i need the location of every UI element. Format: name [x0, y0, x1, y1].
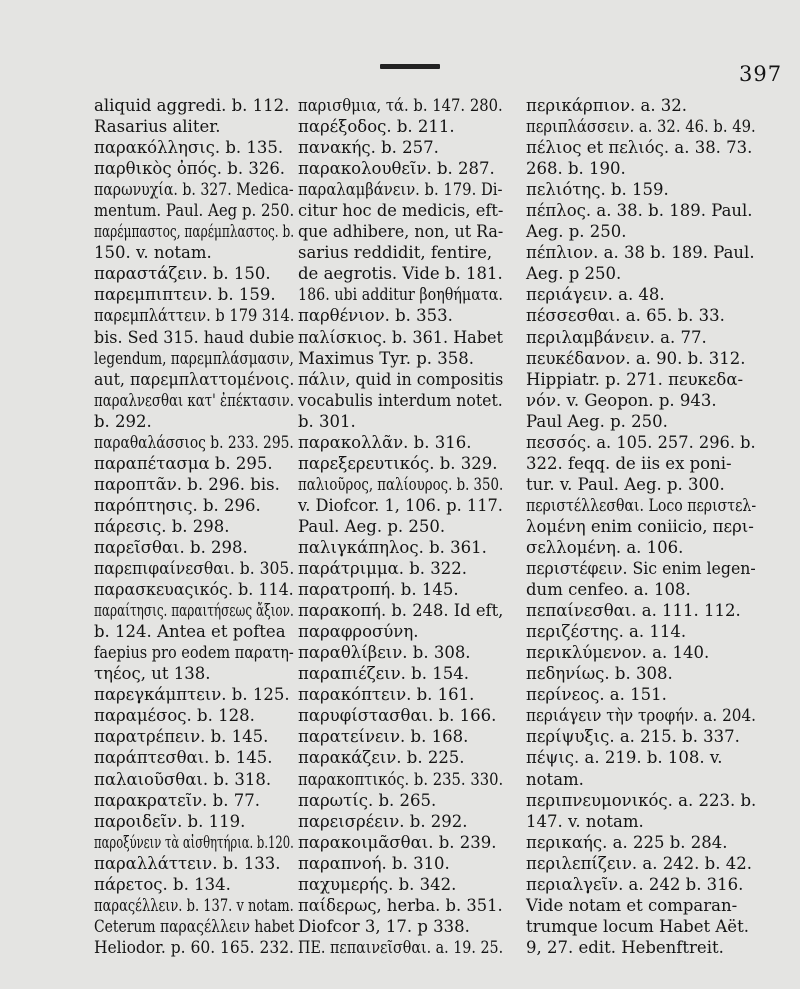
index-line: 186. ubi additur βοηθήματα. [298, 285, 503, 305]
index-line: παρωνυχία. b. 327. Medica- [94, 180, 294, 200]
index-line: παρακρατεῖν. b. 77. [94, 790, 260, 810]
column-middle [298, 95, 503, 958]
index-line: Paul Aeg. p. 250. [526, 411, 668, 431]
index-line: 147. v. notam. [526, 811, 644, 831]
index-line: περίνεος. a. 151. [526, 685, 667, 705]
index-line: λομένη enim coniicio, περι- [526, 516, 754, 536]
index-line: Diofcor 3, 17. p 338. [298, 916, 470, 936]
index-line: παρακοπτικός. b. 235. 330. [298, 769, 504, 789]
index-line: mentum. Paul. Aeg p. 250. [94, 201, 295, 221]
column-right [526, 95, 756, 958]
index-line: παρεισρέειν. b. 292. [298, 811, 468, 831]
index-line: πέπλος. a. 38. b. 189. Paul. [526, 201, 753, 221]
index-line: 150. v. notam. [94, 243, 212, 263]
index-line: παρακολλᾶν. b. 316. [298, 432, 472, 452]
index-line: Ceterum παραςέλλειν habet [94, 916, 295, 936]
index-line: παρθένιον. b. 353. [298, 306, 453, 326]
index-line: Vide notam et comparan- [526, 895, 738, 915]
index-line: παραίτησις. παραιτήσεως ἄξιον. [94, 601, 294, 621]
index-line: b. 124. Antea et poftea [94, 622, 286, 642]
index-line: περίψυξις. a. 215. b. 337. [526, 727, 740, 747]
index-line: παρεῖσθαι. b. 298. [94, 537, 248, 557]
index-line: tur. v. Paul. Aeg. p. 300. [526, 474, 725, 494]
index-line: παλιοῦρος, παλίουρος. b. 350. [298, 474, 504, 494]
index-line: παραφροσύνη. [298, 622, 419, 642]
index-line: παράτριμμα. b. 322. [298, 559, 467, 579]
index-line: Heliodor. p. 60. 165. 232. [94, 937, 294, 957]
index-line: dum cenfeo. a. 108. [526, 580, 691, 600]
index-line: 9, 27. edit. Hebenftreit. [526, 937, 724, 957]
header-rule [380, 64, 440, 69]
page-number: 397 [739, 62, 783, 86]
index-line: πευκέδανον. a. 90. b. 312. [526, 348, 746, 368]
index-line: παρέμπαστος, παρέμπλαστος. b. [94, 222, 295, 242]
index-line: παρεγκάμπτειν. b. 125. [94, 685, 290, 705]
index-line: περιστέφειν. Sic enim legen- [526, 559, 756, 579]
index-line: sarius reddidit, fentire, [298, 243, 493, 263]
index-line: παρασκευαςικός. b. 114. [94, 580, 294, 600]
index-line: παραπνοή. b. 310. [298, 853, 450, 873]
index-line: παρακοπή. b. 248. Id eft, [298, 601, 504, 621]
index-line: πεπαίνεσθαι. a. 111. 112. [526, 601, 741, 621]
index-line: παροξύνειν τὰ αἰσθητήρια. b.120. [94, 832, 294, 852]
index-line: v. Diofcor. 1, 106. p. 117. [298, 495, 503, 515]
index-line: 322. feqq. de iis ex poni- [526, 453, 732, 473]
index-line: παρυφίστασθαι. b. 166. [298, 706, 497, 726]
index-line: citur hoc de medicis, eft- [298, 201, 504, 221]
index-line: παρισθμια, τά. b. 147. 280. [298, 96, 503, 115]
index-line: 268. b. 190. [526, 159, 626, 179]
index-line: Aeg. p. 250. [526, 222, 627, 242]
index-line: πεσσός. a. 105. 257. 296. b. [526, 432, 756, 452]
index-line: πελιότης. b. 159. [526, 180, 669, 200]
index-line: Paul. Aeg. p. 250. [298, 516, 446, 536]
index-line: παίδερως, herba. b. 351. [298, 895, 503, 915]
index-line: πάρετος. b. 134. [94, 874, 231, 894]
index-line: περιάγειν τὴν τροφήν. a. 204. [526, 706, 757, 726]
index-line: πέλιος et πελιός. a. 38. 73. [526, 138, 753, 158]
index-line: τηέος, ut 138. [94, 664, 211, 684]
index-line: παλίσκιος. b. 361. Habet [298, 327, 503, 347]
index-line: παρατείνειν. b. 168. [298, 727, 469, 747]
index-line: παραλαμβάνειν. b. 179. Di- [298, 180, 503, 200]
index-line: que adhibere, non, ut Ra- [298, 222, 504, 242]
index-line: παρακολουθεῖν. b. 287. [298, 159, 495, 179]
index-line: πέπλιον. a. 38 b. 189. Paul. [526, 243, 755, 263]
index-line: παραμέσος. b. 128. [94, 706, 255, 726]
index-line: παραθαλάσσιος b. 233. 295. [94, 432, 294, 452]
index-line: vocabulis interdum notet. [298, 390, 503, 410]
index-line: παροιδεῖν. b. 119. [94, 811, 246, 831]
index-line: παρεμπλάττειν. b 179 314. [94, 306, 295, 326]
index-line: περιστέλλεσθαι. Loco περιστελ- [526, 495, 757, 515]
index-line: aliquid aggredi. b. 112. [94, 96, 290, 115]
index-line: Maximus Tyr. p. 358. [298, 348, 474, 368]
index-line: παρέξοδος. b. 211. [298, 117, 455, 137]
index-line: legendum, παρεμπλάσμασιν, [94, 348, 294, 368]
index-line: πεδηνίως. b. 308. [526, 664, 673, 684]
index-line: aut, παρεμπλαττομένοις. [94, 369, 295, 389]
index-line: παρατροπή. b. 145. [298, 580, 459, 600]
column-left [94, 95, 294, 958]
index-line: πανακής. b. 257. [298, 138, 439, 158]
index-line: παχυμερής. b. 342. [298, 874, 457, 894]
index-line: παρόπτησις. b. 296. [94, 495, 261, 515]
index-line: νόν. v. Geopon. p. 943. [526, 390, 717, 410]
index-line: περικλύμενον. a. 140. [526, 643, 710, 663]
index-line: σελλομένη. a. 106. [526, 537, 684, 557]
index-line: παρθικὸς ὀπός. b. 326. [94, 159, 286, 179]
index-line: παροπτᾶν. b. 296. bis. [94, 474, 280, 494]
index-line: παρακόπτειν. b. 161. [298, 685, 475, 705]
index-line: παρεξερευτικός. b. 329. [298, 453, 498, 473]
index-line: παρατρέπειν. b. 145. [94, 727, 269, 747]
index-line: παραστάζειν. b. 150. [94, 264, 271, 284]
index-line: παρωτίς. b. 265. [298, 790, 437, 810]
index-line: περιαλγεῖν. a. 242 b. 316. [526, 874, 744, 894]
index-line: παραπιέζειν. b. 154. [298, 664, 469, 684]
index-line: παραςέλλειν. b. 137. v notam. [94, 895, 294, 915]
index-line: πέσσεσθαι. a. 65. b. 33. [526, 306, 725, 326]
index-line: παρεμπιπτειν. b. 159. [94, 285, 276, 305]
index-line: παραπέτασμα b. 295. [94, 453, 273, 473]
index-line: trumque locum Habet Aët. [526, 916, 749, 936]
index-line: παρακόλλησις. b. 135. [94, 138, 284, 158]
index-line: Rasarius aliter. [94, 117, 221, 137]
index-line: περικαής. a. 225 b. 284. [526, 832, 728, 852]
index-line: πάλιν, quid in compositis [298, 369, 504, 389]
index-line: περιζέστης. a. 114. [526, 622, 687, 642]
index-line: παρακοιμᾶσθαι. b. 239. [298, 832, 497, 852]
index-line: περιπλάσσειν. a. 32. 46. b. 49. [526, 117, 756, 137]
index-line: παράπτεσθαι. b. 145. [94, 748, 273, 768]
index-line: Aeg. p 250. [526, 264, 622, 284]
index-line: παρακάζειν. b. 225. [298, 748, 465, 768]
index-line: de aegrotis. Vide b. 181. [298, 264, 503, 284]
index-line: περιλεπίζειν. a. 242. b. 42. [526, 853, 752, 873]
index-line: b. 301. [298, 411, 356, 431]
index-line: πέψις. a. 219. b. 108. v. [526, 748, 723, 768]
index-line: ΠΕ. πεπαινεῖσθαι. a. 19. 25. [298, 937, 504, 957]
index-line: παλαιοῦσθαι. b. 318. [94, 769, 272, 789]
index-line: Hippiatr. p. 271. πευκεδα- [526, 369, 744, 389]
index-line: περιάγειν. a. 48. [526, 285, 665, 305]
index-line: notam. [526, 769, 584, 789]
index-line: παραθλίβειν. b. 308. [298, 643, 471, 663]
index-line: παρεπιφαίνεσθαι. b. 305. [94, 559, 295, 579]
index-line: πάρεσις. b. 298. [94, 516, 230, 536]
index-line: bis. Sed 315. haud dubie [94, 327, 295, 347]
index-line: faepius pro eodem παρατη- [94, 643, 294, 663]
index-line: περιλαμβάνειν. a. 77. [526, 327, 707, 347]
index-line: b. 292. [94, 411, 152, 431]
index-line: παραλλάττειν. b. 133. [94, 853, 281, 873]
index-line: παλιγκάπηλος. b. 361. [298, 537, 487, 557]
index-line: περιπνευμονικός. a. 223. b. [526, 790, 757, 810]
index-line: περικάρπιον. a. 32. [526, 96, 688, 115]
index-line: παραλνεσθαι κατ' ἐπέκτασιν. [94, 390, 294, 410]
